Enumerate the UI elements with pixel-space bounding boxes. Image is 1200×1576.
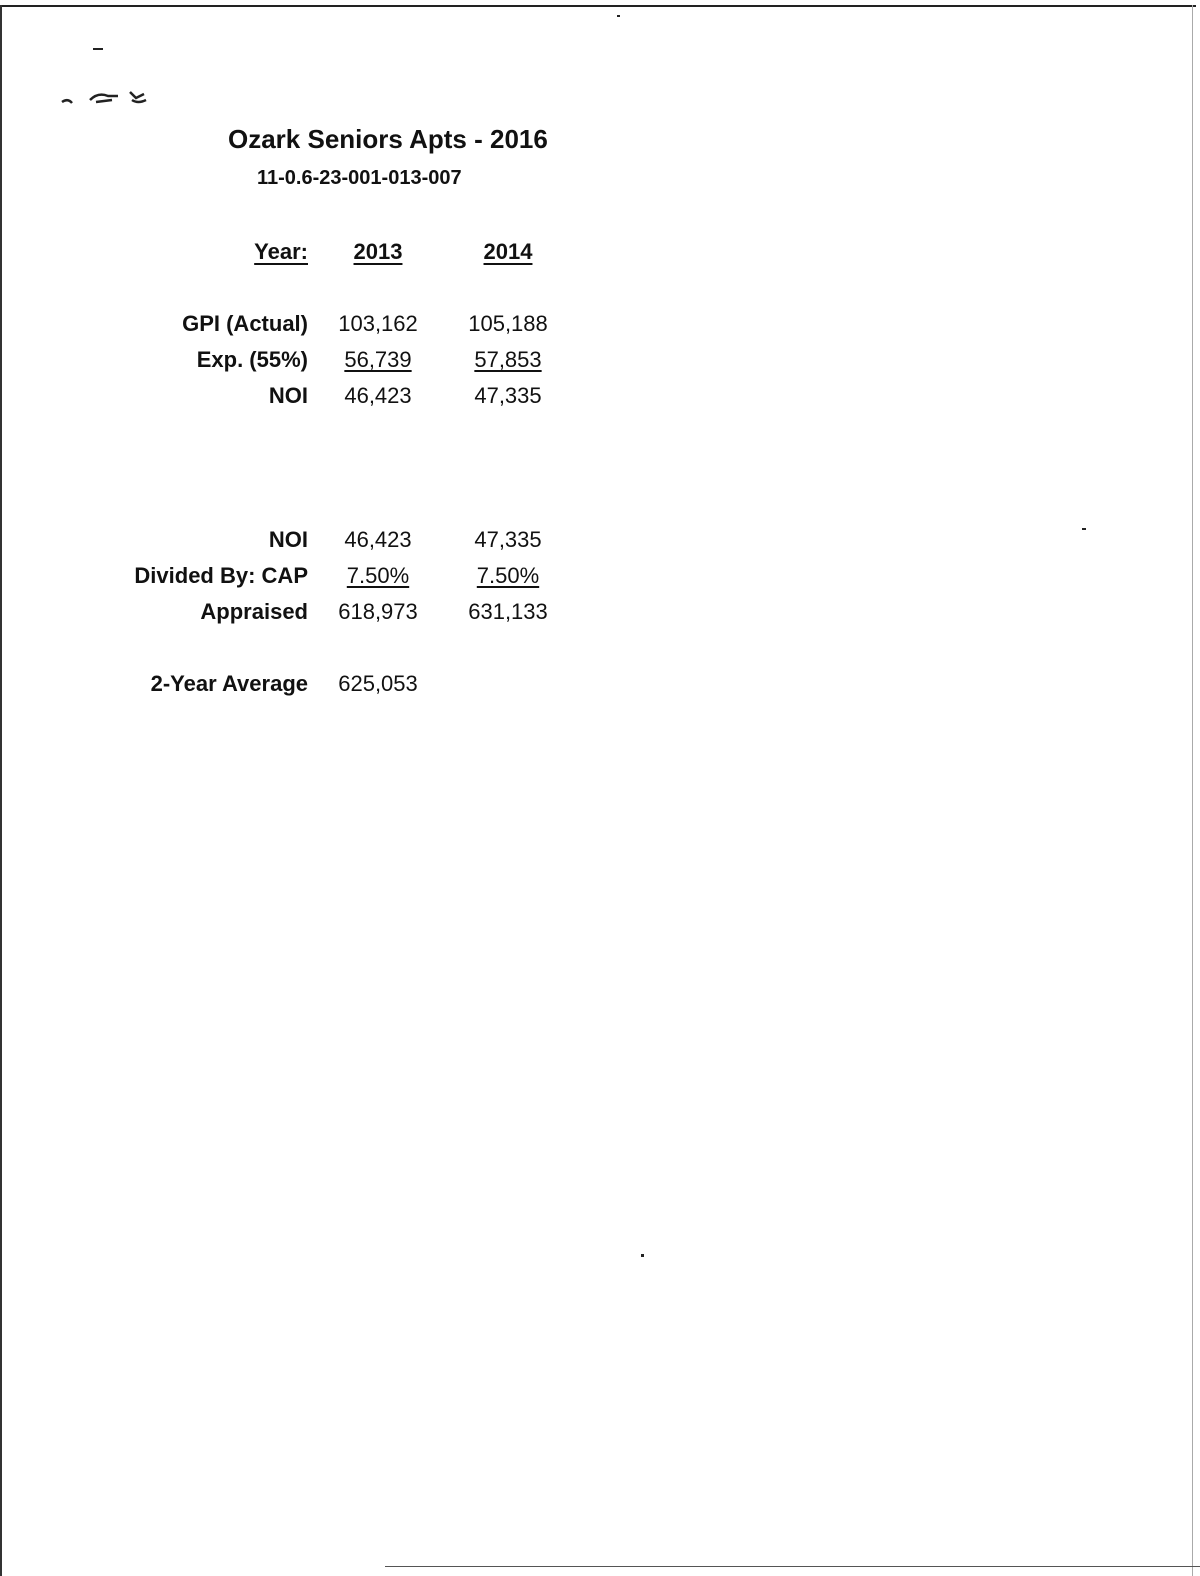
scan-border-left [0, 5, 2, 1576]
valuation-noi-2014-value: 47,335 [474, 527, 542, 552]
appraised-label: Appraised [200, 599, 308, 624]
scan-speck [93, 48, 103, 50]
noi-label: NOI [268, 383, 308, 408]
scan-speck [1082, 528, 1086, 530]
expenses-2013-value: 56,739 [344, 347, 412, 372]
two-year-average-value: 625,053 [338, 671, 418, 696]
parcel-number: 11-0.6-23-001-013-007 [257, 167, 462, 189]
scan-border-top [0, 5, 1196, 7]
year-label: Year: [254, 239, 308, 264]
scan-speck [617, 15, 620, 17]
year-2013-header: 2013 [353, 239, 403, 264]
expenses-label: Exp. (55%) [196, 347, 308, 372]
cap-rate-2013-value: 7.50% [346, 563, 410, 588]
gpi-label: GPI (Actual) [182, 311, 308, 336]
noi-2014-value: 47,335 [474, 383, 542, 408]
scan-border-bottom [385, 1566, 1200, 1567]
cap-rate-label: Divided By: CAP [134, 563, 308, 588]
valuation-noi-label: NOI [268, 527, 308, 552]
noi-2013-value: 46,423 [344, 383, 412, 408]
gpi-2014-value: 105,188 [468, 311, 548, 336]
gpi-2013-value: 103,162 [338, 311, 418, 336]
scan-border-right [1192, 5, 1193, 1576]
appraised-2014-value: 631,133 [468, 599, 548, 624]
document-title: Ozark Seniors Apts - 2016 [228, 124, 548, 154]
scan-speck [641, 1254, 644, 1257]
handwritten-mark [60, 84, 160, 108]
expenses-2014-value: 57,853 [474, 347, 542, 372]
cap-rate-2014-value: 7.50% [476, 563, 540, 588]
year-2014-header: 2014 [483, 239, 533, 264]
valuation-noi-2013-value: 46,423 [344, 527, 412, 552]
appraised-2013-value: 618,973 [338, 599, 418, 624]
two-year-average-label: 2-Year Average [150, 671, 308, 696]
